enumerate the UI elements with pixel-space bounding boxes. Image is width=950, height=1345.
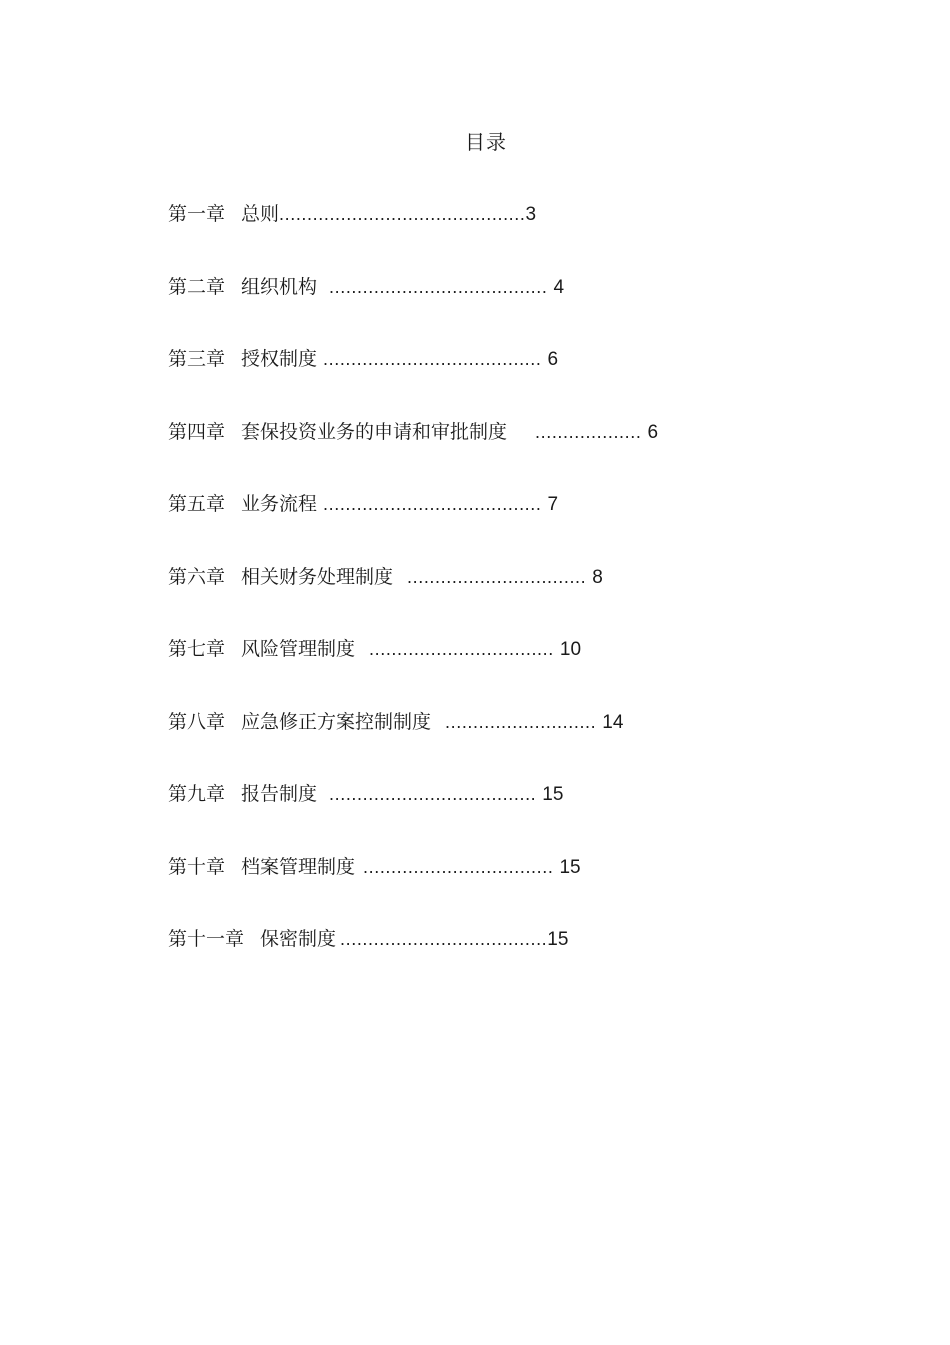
toc-chapter-number: 第七章 [168,638,226,660]
toc-leader-dots: ....................................... [323,349,542,369]
toc-list [168,200,658,998]
toc-page-number: 4 [553,276,565,298]
toc-page-number: 15 [559,856,581,878]
toc-leader-dots: ................... [535,421,642,442]
toc-chapter-title: 组织机构 [241,275,318,298]
toc-leader-dots: ....................................... [323,494,542,514]
toc-leader-dots: ................................ [407,566,587,587]
toc-leader-dots: ....................................... [329,276,548,297]
toc-page-number: 6 [547,349,559,370]
toc-page-number: 6 [647,421,659,443]
toc-leader-dots: ................................. [369,639,554,659]
toc-entry [168,708,658,781]
toc-chapter-number: 第二章 [168,275,226,298]
toc-chapter-title: 套保投资业务的申请和审批制度 [241,420,508,443]
toc-title: 目录 [465,130,507,154]
toc-leader-dots: ............................................ [279,204,526,224]
toc-chapter-title: 相关财务处理制度 [241,565,394,588]
toc-chapter-title: 保密制度 [260,928,337,950]
toc-chapter-number: 第四章 [168,420,226,443]
toc-chapter-number: 第九章 [168,783,226,805]
toc-leader-dots: ..................................... [329,784,537,804]
toc-page-number: 15 [547,929,569,950]
toc-chapter-number: 第一章 [168,203,226,225]
toc-chapter-number: 第三章 [168,348,226,370]
toc-leader-dots: .................................. [363,856,554,877]
toc-leader-dots: ........................... [445,711,597,732]
toc-page-number: 7 [547,494,559,515]
toc-entry [168,273,658,346]
toc-page-number: 10 [559,639,582,660]
toc-entry [168,635,658,708]
toc-chapter-number: 第五章 [168,493,226,515]
toc-chapter-number: 第六章 [168,565,226,588]
toc-entry [168,853,658,926]
toc-chapter-number: 第十章 [168,855,226,878]
toc-entry [168,563,658,636]
toc-chapter-title: 风险管理制度 [241,638,356,660]
toc-leader-dots: ..................................... [340,929,548,949]
toc-chapter-number: 第八章 [168,710,226,733]
toc-page-number: 3 [525,204,537,225]
toc-page-number: 15 [542,784,564,805]
toc-entry [168,780,658,853]
toc-chapter-title: 应急修正方案控制制度 [241,710,432,733]
toc-page-number: 14 [602,711,624,733]
toc-entry [168,490,658,563]
toc-chapter-title: 总则 [241,203,280,225]
toc-entry [168,200,658,273]
toc-page-number: 8 [592,566,603,588]
toc-entry [168,418,658,491]
toc-chapter-title: 授权制度 [241,348,318,370]
toc-entry [168,345,658,418]
toc-chapter-number: 第十一章 [168,928,245,950]
toc-chapter-title: 业务流程 [241,493,318,515]
toc-entry [168,925,658,998]
toc-chapter-title: 报告制度 [241,783,318,805]
toc-chapter-title: 档案管理制度 [241,855,356,878]
